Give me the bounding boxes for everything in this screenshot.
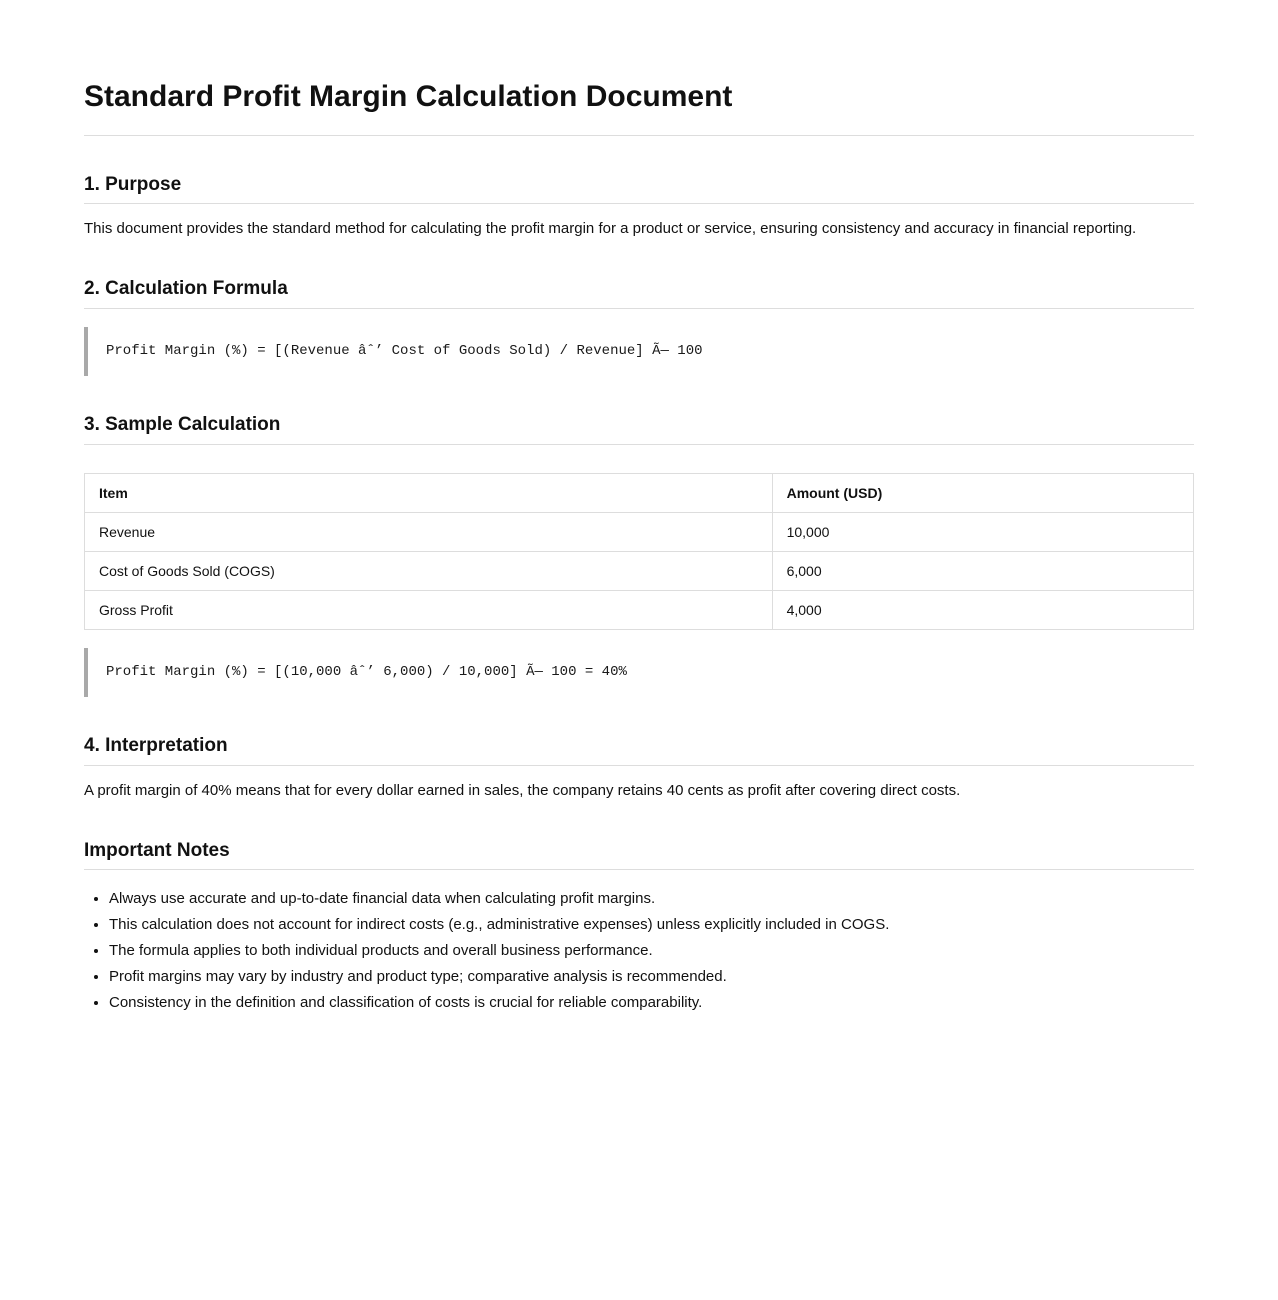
table-cell-item: Cost of Goods Sold (COGS) (85, 551, 773, 590)
important-notes-list (84, 888, 1194, 1014)
purpose-paragraph: This document provides the standard method for calculating the profit margin for a product or service, ensuring consistency and accuracy in financial reporting. (84, 220, 1137, 238)
table-cell-amount: 4,000 (772, 590, 1193, 629)
table-row (85, 512, 1194, 551)
table-row (85, 590, 1194, 629)
section-heading-interpretation: 4. Interpretation (84, 735, 1194, 766)
formula-code-block: Profit Margin (%) = [(Revenue âˆ’ Cost of Goods Sold) / Revenue] Ã— 100 (84, 327, 1194, 376)
section-heading-calculation-formula: 2. Calculation Formula (84, 278, 1194, 309)
page-title: Standard Profit Margin Calculation Document (84, 80, 1194, 136)
table-header-row (85, 473, 1194, 512)
section-heading-purpose: 1. Purpose (84, 174, 1194, 205)
sample-calculation-table (84, 473, 1194, 630)
section-heading-important-notes: Important Notes (84, 840, 1194, 871)
note-item: • This calculation does not account for indirect costs (e.g., administrative expenses) unless explicitly included in COGS. (109, 914, 1194, 936)
table-cell-item: Gross Profit (85, 590, 773, 629)
table-header-amount: Amount (USD) (772, 473, 1193, 512)
table-row (85, 551, 1194, 590)
table-header-item: Item (85, 473, 773, 512)
document-page (84, 0, 1194, 1158)
table-cell-amount: 6,000 (772, 551, 1193, 590)
note-item: • Consistency in the definition and classification of costs is crucial for reliable comparability. (109, 992, 1194, 1014)
note-item: • Always use accurate and up-to-date financial data when calculating profit margins. (109, 888, 1194, 910)
sample-calculation-code-block: Profit Margin (%) = [(10,000 âˆ’ 6,000) / 10,000] Ã— 100 = 40% (84, 648, 1194, 697)
table-cell-item: Revenue (85, 512, 773, 551)
note-item: • The formula applies to both individual products and overall business performance. (109, 940, 1194, 962)
table-cell-amount: 10,000 (772, 512, 1193, 551)
note-item: • Profit margins may vary by industry and product type; comparative analysis is recommended. (109, 966, 1194, 988)
section-heading-sample-calculation: 3. Sample Calculation (84, 414, 1194, 445)
interpretation-paragraph: A profit margin of 40% means that for every dollar earned in sales, the company retains 40 cents as profit after covering direct costs. (84, 781, 961, 799)
